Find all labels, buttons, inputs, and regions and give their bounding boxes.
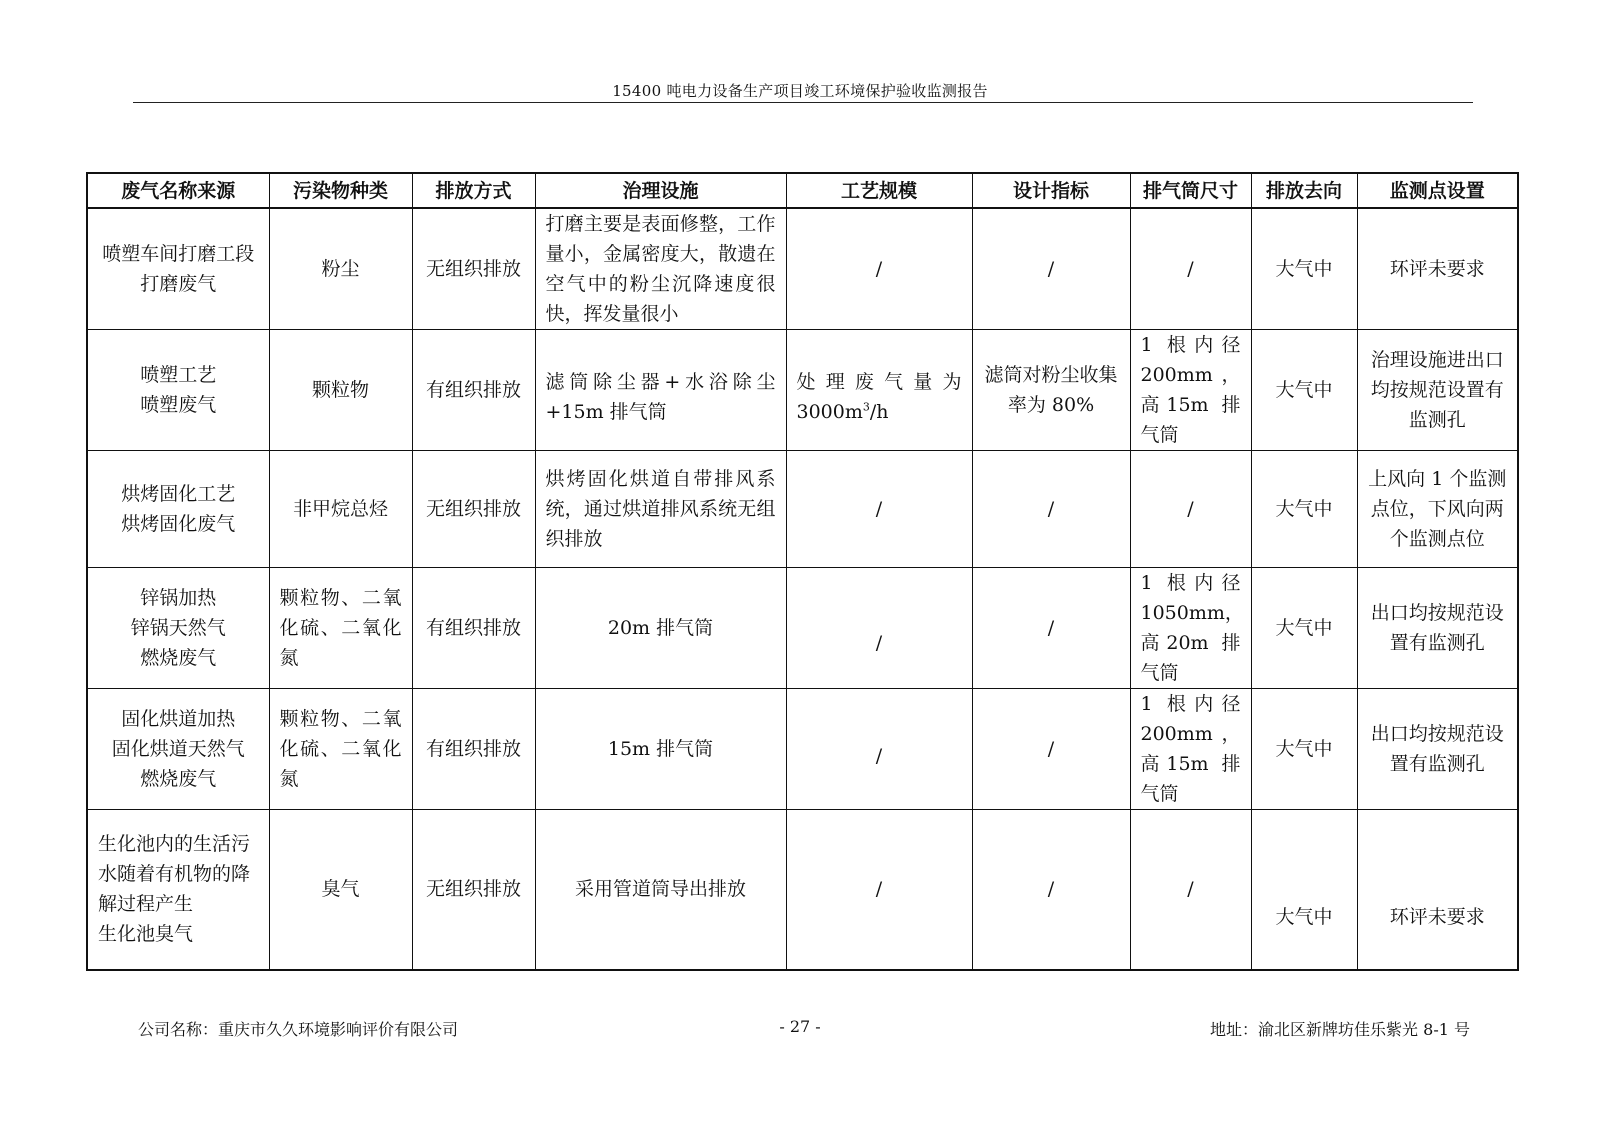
stack-cell: 1 根内径1050mm，高20m 排气筒 (1130, 568, 1251, 689)
column-header: 污染物种类 (269, 173, 412, 208)
monitor-cell: 环评未要求 (1357, 810, 1518, 970)
column-header: 排放去向 (1251, 173, 1357, 208)
design-cell: / (972, 451, 1130, 568)
table-row (87, 689, 1518, 810)
method-cell: 无组织排放 (412, 810, 535, 970)
method-cell: 无组织排放 (412, 451, 535, 568)
facility-cell: 打磨主要是表面修整，工作量小，金属密度大，散遗在空气中的粉尘沉降速度很快，挥发量很小 (535, 208, 786, 330)
design-cell: 滤筒对粉尘收集率为 80% (972, 330, 1130, 451)
table-header-row (87, 173, 1518, 208)
report-header-title: 15400 吨电力设备生产项目竣工环境保护验收监测报告 (612, 82, 988, 100)
scale-cell: / (786, 451, 972, 568)
scale-cell: / (786, 810, 972, 970)
scale-cell (786, 330, 972, 451)
design-cell: / (972, 689, 1130, 810)
table-row (87, 810, 1518, 970)
stack-cell: / (1130, 208, 1251, 330)
destination-cell: 大气中 (1251, 568, 1357, 689)
column-header: 治理设施 (535, 173, 786, 208)
source-cell: 固化烘道加热 固化烘道天然气 燃烧废气 (87, 689, 269, 810)
header-divider (133, 102, 1473, 103)
pollutant-cell: 颗粒物、二氧化硫、二氧化氮 (269, 568, 412, 689)
source-cell: 生化池内的生活污水随着有机物的降解过程产生 生化池臭气 (87, 810, 269, 970)
design-cell: / (972, 810, 1130, 970)
scale-value: 处理废气量为3000m (796, 371, 962, 423)
footer-page-number: - 27 - (779, 1017, 821, 1036)
stack-cell: / (1130, 451, 1251, 568)
stack-cell: 1 根内径200mm，高15m 排气筒 (1130, 330, 1251, 451)
destination-cell: 大气中 (1251, 689, 1357, 810)
scale-superscript: 3 (862, 400, 870, 414)
pollutant-cell: 粉尘 (269, 208, 412, 330)
column-header: 排放方式 (412, 173, 535, 208)
source-cell: 烘烤固化工艺 烘烤固化废气 (87, 451, 269, 568)
monitor-cell: 出口均按规范设置有监测孔 (1357, 689, 1518, 810)
scale-cell: / (786, 689, 972, 810)
design-cell: / (972, 568, 1130, 689)
pollutant-cell: 非甲烷总烃 (269, 451, 412, 568)
column-header: 废气名称来源 (87, 173, 269, 208)
monitor-cell: 环评未要求 (1357, 208, 1518, 330)
scale-cell: / (786, 568, 972, 689)
facility-cell: 烘烤固化烘道自带排风系统，通过烘道排风系统无组织排放 (535, 451, 786, 568)
method-cell: 无组织排放 (412, 208, 535, 330)
monitor-cell: 治理设施进出口均按规范设置有监测孔 (1357, 330, 1518, 451)
facility-cell: 20m 排气筒 (535, 568, 786, 689)
table-row (87, 568, 1518, 689)
destination-cell: 大气中 (1251, 451, 1357, 568)
column-header: 监测点设置 (1357, 173, 1518, 208)
footer-address: 地址：渝北区新牌坊佳乐紫光 8-1 号 (1210, 1020, 1470, 1039)
scale-cell: / (786, 208, 972, 330)
method-cell: 有组织排放 (412, 568, 535, 689)
method-cell: 有组织排放 (412, 689, 535, 810)
facility-cell: 滤筒除尘器+水浴除尘+15m 排气筒 (535, 330, 786, 451)
table-row (87, 208, 1518, 330)
column-header: 排气筒尺寸 (1130, 173, 1251, 208)
scale-unit: /h (869, 401, 889, 423)
pollutant-cell: 颗粒物 (269, 330, 412, 451)
destination-cell: 大气中 (1251, 208, 1357, 330)
monitor-cell: 上风向 1 个监测点位，下风向两个监测点位 (1357, 451, 1518, 568)
table-row (87, 451, 1518, 568)
source-cell: 喷塑车间打磨工段 打磨废气 (87, 208, 269, 330)
exhaust-gas-table (86, 172, 1519, 971)
method-cell: 有组织排放 (412, 330, 535, 451)
column-header: 设计指标 (972, 173, 1130, 208)
column-header: 工艺规模 (786, 173, 972, 208)
facility-cell: 15m 排气筒 (535, 689, 786, 810)
table-row (87, 330, 1518, 451)
design-cell: / (972, 208, 1130, 330)
facility-cell: 采用管道筒导出排放 (535, 810, 786, 970)
destination-cell: 大气中 (1251, 810, 1357, 970)
monitor-cell: 出口均按规范设置有监测孔 (1357, 568, 1518, 689)
source-cell: 锌锅加热 锌锅天然气 燃烧废气 (87, 568, 269, 689)
destination-cell: 大气中 (1251, 330, 1357, 451)
pollutant-cell: 颗粒物、二氧化硫、二氧化氮 (269, 689, 412, 810)
pollutant-cell: 臭气 (269, 810, 412, 970)
stack-cell: / (1130, 810, 1251, 970)
source-cell: 喷塑工艺 喷塑废气 (87, 330, 269, 451)
stack-cell: 1 根内径200mm，高15m 排气筒 (1130, 689, 1251, 810)
footer-company: 公司名称：重庆市久久环境影响评价有限公司 (138, 1020, 459, 1039)
